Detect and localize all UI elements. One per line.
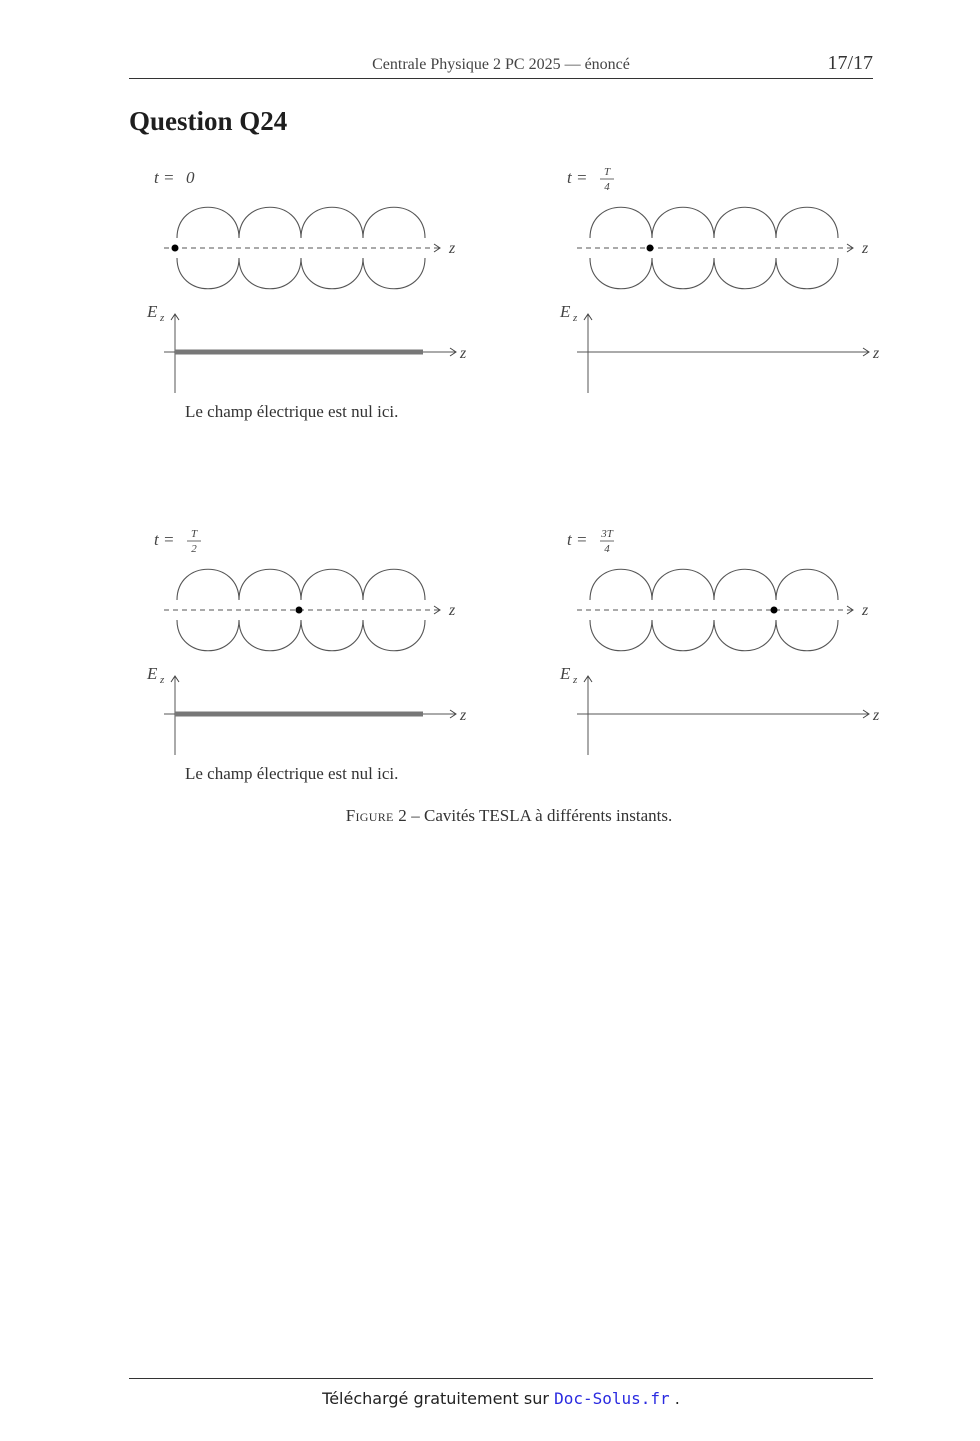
cavity-top-wall	[177, 207, 425, 238]
panel-t-half	[140, 524, 520, 794]
panel-t0	[140, 162, 520, 432]
time-label-numerator: T	[190, 528, 198, 540]
time-label-lhs: t =	[154, 168, 175, 187]
ez-axis-label-subscript: z	[573, 674, 578, 686]
page-number: 17/17	[827, 52, 873, 74]
cavity-top-wall	[590, 207, 838, 238]
footer-text	[129, 1389, 873, 1408]
question-title: Question Q24	[129, 106, 288, 136]
electron-bunch-dot	[647, 245, 654, 252]
time-label-denominator: 4	[604, 543, 610, 555]
ez-axis-label-subscript: z	[160, 312, 165, 324]
ez-axis-label-subscript: z	[573, 312, 578, 324]
figure-caption-text: – Cavités TESLA à différents instants.	[411, 806, 673, 825]
footer-suffix: .	[669, 1389, 680, 1408]
ez-axis-label: E	[560, 302, 571, 321]
ez-axis-label: E	[147, 664, 158, 683]
beam-axis-label: z	[449, 240, 456, 257]
z-axis-label: z	[460, 345, 467, 362]
z-axis-label: z	[460, 707, 467, 724]
footer-prefix: Téléchargé gratuitement sur	[322, 1389, 555, 1408]
time-label-denominator: 4	[604, 181, 610, 193]
cavity-bottom-wall	[177, 620, 425, 651]
z-axis-label: z	[873, 345, 880, 362]
panel-t-three-quarter	[553, 524, 933, 794]
header-title: Centrale Physique 2 PC 2025 — énoncé	[372, 56, 630, 73]
beam-axis-label: z	[862, 602, 869, 619]
beam-axis-label: z	[862, 240, 869, 257]
z-axis-label: z	[873, 707, 880, 724]
page-header	[129, 52, 873, 79]
electron-bunch-dot	[296, 607, 303, 614]
ez-axis-label: E	[560, 664, 571, 683]
panel-t-half-figure	[140, 524, 520, 794]
figure-label: Figure 2	[345, 806, 408, 825]
electron-bunch-dot	[172, 245, 179, 252]
time-label-numerator: T	[603, 166, 611, 178]
beam-axis-label: z	[449, 602, 456, 619]
figure-caption	[129, 806, 889, 826]
time-label-lhs: t =	[567, 530, 588, 549]
cavity-top-wall	[177, 569, 425, 600]
panel-t0-figure	[140, 162, 520, 432]
panel-t0-note: Le champ électrique est nul ici.	[185, 402, 399, 421]
panel-t-quarter	[553, 162, 933, 432]
cavity-bottom-wall	[177, 258, 425, 289]
time-label-lhs: t =	[567, 168, 588, 187]
panel-t-quarter-figure	[553, 162, 933, 432]
electron-bunch-dot	[771, 607, 778, 614]
panel-t-half-note: Le champ électrique est nul ici.	[185, 764, 399, 783]
doc-solus-link[interactable]: Doc-Solus.fr	[554, 1389, 670, 1408]
cavity-bottom-wall	[590, 258, 838, 289]
time-label-lhs: t =	[154, 530, 175, 549]
panel-t-three-quarter-figure	[553, 524, 933, 794]
ez-axis-label: E	[147, 302, 158, 321]
time-label-denominator: 2	[191, 543, 197, 555]
cavity-top-wall	[590, 569, 838, 600]
cavity-bottom-wall	[590, 620, 838, 651]
ez-axis-label-subscript: z	[160, 674, 165, 686]
time-label-value: 0	[186, 168, 195, 187]
time-label-numerator: 3T	[601, 528, 613, 540]
page-footer	[129, 1378, 873, 1408]
